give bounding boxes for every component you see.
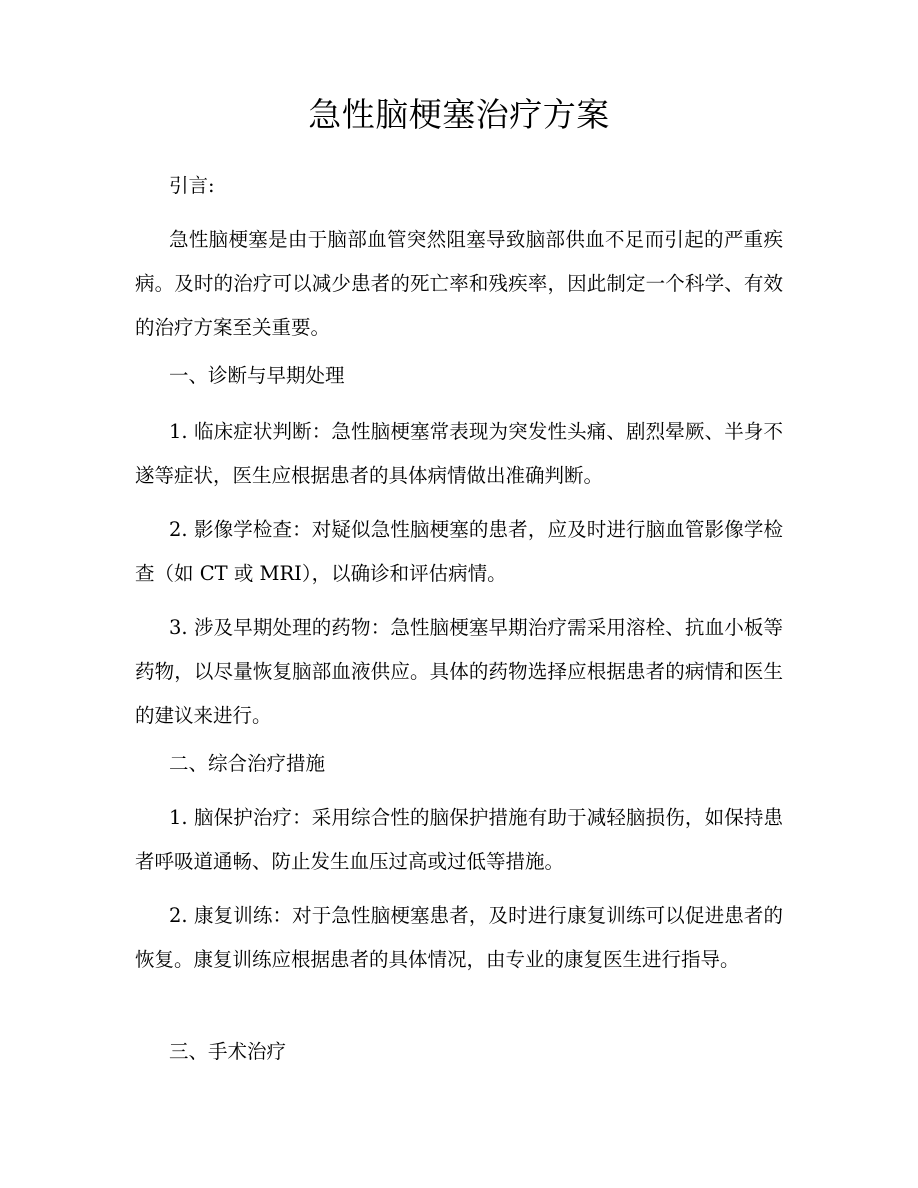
section-heading-comprehensive: 二、综合治疗措施 — [169, 752, 326, 775]
list-item-clinical-symptoms: 1. 临床症状判断：急性脑梗塞常表现为突发性头痛、剧烈晕厥、半身不遂等症状，医生应根据患者的具体病情做出准确判断。 — [135, 420, 783, 487]
list-item-early-drugs: 3. 涉及早期处理的药物：急性脑梗塞早期治疗需采用溶栓、抗血小板等药物，以尽量恢复脑部血液供应。具体的药物选择应根据患者的病情和医生的建议来进行。 — [135, 616, 783, 727]
section-heading-diagnosis: 一、诊断与早期处理 — [169, 364, 345, 387]
intro-paragraph: 急性脑梗塞是由于脑部血管突然阻塞导致脑部供血不足而引起的严重疾病。及时的治疗可以减少患者的死亡率和残疾率，因此制定一个科学、有效的治疗方案至关重要。 — [135, 228, 783, 339]
document-title: 急性脑梗塞治疗方案 — [308, 95, 610, 134]
list-item-imaging: 2. 影像学检查：对疑似急性脑梗塞的患者，应及时进行脑血管影像学检查（如 CT 或 MRI），以确诊和评估病情。 — [135, 518, 783, 585]
section-heading-surgery: 三、手术治疗 — [169, 1040, 287, 1063]
intro-label: 引言: — [169, 174, 215, 197]
list-item-brain-protection: 1. 脑保护治疗：采用综合性的脑保护措施有助于减轻脑损伤，如保持患者呼吸道通畅、防止发生血压过高或过低等措施。 — [135, 806, 783, 873]
list-item-rehab: 2. 康复训练：对于急性脑梗塞患者，及时进行康复训练可以促进患者的恢复。康复训练应根据患者的具体情况，由专业的康复医生进行指导。 — [135, 904, 783, 971]
